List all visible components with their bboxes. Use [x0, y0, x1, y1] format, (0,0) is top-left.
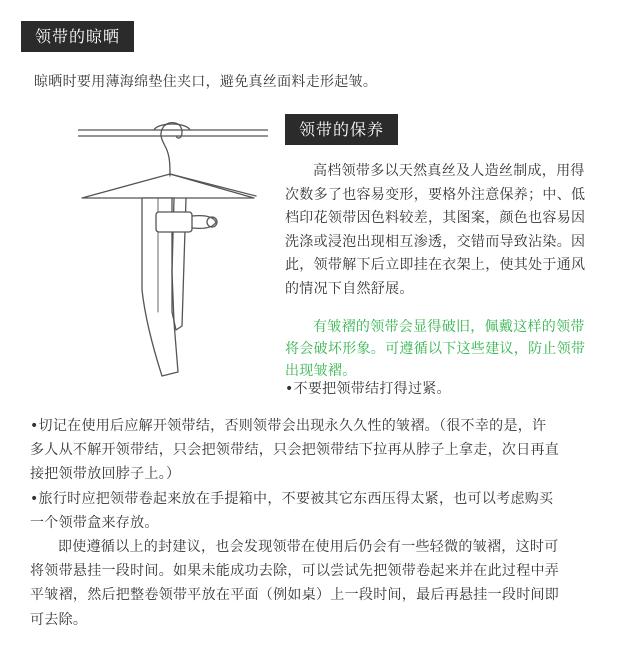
care-paragraph: [285, 160, 615, 301]
hanger-hook-cap: [154, 124, 190, 130]
body-line: 即使遵循以上的封建议，也会发现领带在使用后仍会有一些轻微的皱褶，这时可: [58, 539, 559, 556]
drying-note: 晾晒时要用薄海绵垫住夹口，避免真丝面料走形起皱。: [34, 74, 378, 90]
care-line: 档印花领带因色料较差，其图案，颜色也容易因: [285, 210, 586, 226]
warning-line: 将会破坏形象。可遵循以下这些建议，防止领带: [285, 341, 586, 357]
care-line: 此，领带解下后立即挂在衣架上，使其处于通风: [285, 257, 586, 273]
section-title-drying: 领带的晾晒: [21, 21, 134, 52]
wrinkle-warning: [285, 316, 620, 382]
tie-hanger-illustration: [78, 112, 268, 382]
body-line: 平皱褶，然后把整卷领带平放在平面（例如桌）上一段时间，最后再悬挂一段时间即: [30, 587, 560, 604]
body-line: 将领带悬挂一段时间。如果未能成功去除，可以尝试先把领带卷起来并在此过程中弄: [30, 563, 560, 580]
tip-bullet: •不要把领带结打得过紧。: [285, 381, 451, 397]
care-line: 洗涤或浸泡出现相互渗透，交错而导致沾染。因: [285, 233, 586, 250]
body-line: •旅行时应把领带卷起来放在手提箱中，不要被其它东西压得太紧，也可以考虑购买: [30, 490, 554, 507]
tie-clip: [156, 212, 192, 232]
body-line: 多人从不解开领带结，只会把领带结，只会把领带结下拉再从脖子上拿走，次日再直: [30, 442, 560, 459]
warning-line: 有皱褶的领带会显得破旧，佩戴这样的领带: [313, 319, 585, 335]
body-line: 可去除。: [30, 611, 88, 628]
care-line: 的情况下自然舒展。: [285, 280, 414, 297]
section-title-care: 领带的保养: [285, 114, 398, 145]
body-line: 一个领带盒来存放。: [30, 514, 159, 531]
care-line: 高档领带多以天然真丝及人造丝制成，用得: [313, 163, 585, 179]
care-tips-body: [30, 414, 625, 632]
hanger-frame: [82, 174, 254, 198]
body-line: •切记在使用后应解开领带结，否则领带会出现永久久性的皱褶。（很不幸的是，许: [30, 418, 547, 434]
care-line: 次数多了也容易变形，要格外注意保养；中、低: [285, 186, 586, 203]
warning-line: 出现皱褶。: [285, 363, 357, 379]
body-line: 接把领带放回脖子上。）: [30, 466, 181, 483]
